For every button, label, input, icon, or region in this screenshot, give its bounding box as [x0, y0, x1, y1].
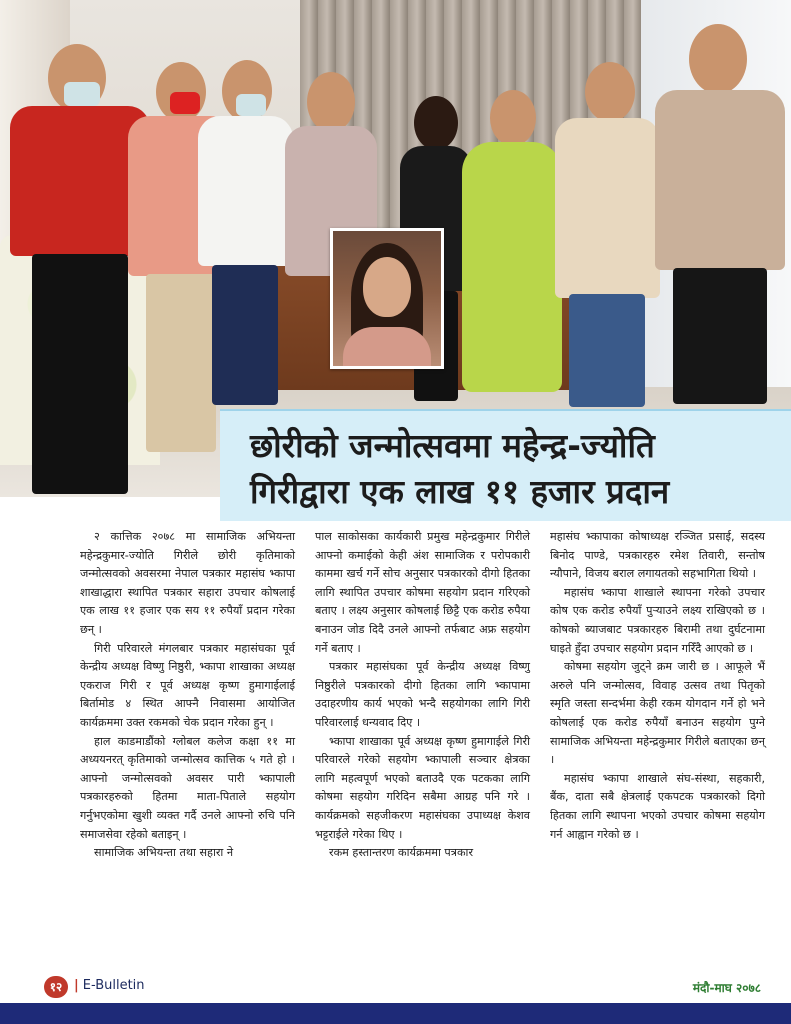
- person-woman-green: [462, 90, 562, 405]
- paragraph: पत्रकार महासंघका पूर्व केन्द्रीय अध्यक्ष विष्णु निष्ठुरीले पत्रकारको दीगो हितका लागि भ्कापामा उदाहरणीय कार्य भएको भन्दै सहयोगका लागि गिरी परिवारलाई धन्यवाद दिए ।: [315, 660, 530, 729]
- headline-line-2: गिरीद्वारा एक लाख ११ हजार प्रदान: [250, 472, 670, 511]
- publication-name: [74, 978, 145, 993]
- page-footer: [0, 975, 791, 1001]
- paragraph: गिरी परिवारले मंगलबार पत्रकार महासंघका पूर्व केन्द्रीय अध्यक्ष विष्णु निष्ठुरी, भ्कापा शाखाका अध्यक्ष एकराज गिरी र पूर्व अध्यक्ष कृष्ण हुमागाईलाई बिर्तामोड ४ स्थित आफ्नै निवासमा आयोजित कार्यक्रममा उक्त रकमको चेक प्रदान गरेका हुन् ।: [80, 641, 295, 729]
- headline-banner: [220, 409, 791, 521]
- paragraph: भ्कापा शाखाका पूर्व अध्यक्ष कृष्ण हुमागाईले गिरी परिवारले गरेको सहयोग भ्कापाली सञ्चार क्षेत्रका लागि महत्वपूर्ण भएको बताउदै एक पटकका लागि कोषमा सहयोग गरिदिन सबैमा आग्रह पनि गरे । कार्यक्रमको सहजीकरण महासंघका उपाध्यक्ष केशव भट्टराईले गरेका थिए ।: [315, 734, 530, 841]
- person-beige-shirt: [555, 62, 660, 407]
- person-checked-shirt: [655, 24, 785, 404]
- bottom-strip: [0, 1003, 791, 1024]
- paragraph: महासंघ भ्कापाका कोषाध्यक्ष रञ्जित प्रसाई, सदस्य बिनोद पाण्डे, पत्रकारहरु रमेश तिवारी, सन्तोष न्यौपाने, विजय बराल लगायतको सहभागिता थियो ।: [550, 530, 765, 581]
- person-white-shirt: [198, 60, 293, 405]
- inset-portrait: [330, 228, 444, 369]
- paragraph: महासंघ भ्कापा शाखाले संघ-संस्था, सहकारी, बैंक, दाता सबै क्षेत्रलाई एकपटक पत्रकारको दिगो हितका लागि स्थापना भएको उपचार कोषमा सहयोग गर्न आह्वान गरेको छ ।: [550, 771, 765, 841]
- paragraph: महासंघ भ्कापा शाखाले स्थापना गरेको उपचार कोष एक करोड रुपैयाँ पुऱ्याउने लक्ष्य राखिएको छ । कोषको ब्याजबाट पत्रकारहरु बिरामी तथा दुर्घटनामा घाइते हुँदा उपचार सहयोग प्रदान गरिँदै आएको छ ।: [550, 585, 765, 655]
- paragraph: हाल काडमाडौंको ग्लोबल कलेज कक्षा ११ मा अध्ययनरत् कृतिमाको जन्मोत्सव कात्तिक ५ गते हो । आफ्नो जन्मोत्सवको अवसर पारी भ्कापाली पत्रकारहरुको हितमा माता-पिताले सहयोग गर्नुभएकोमा खुशी व्यक्त गर्दै उनले आफ्नो रुचि पनि समाजसेवा रहेको बताइन् ।: [80, 734, 295, 841]
- column-3: [550, 528, 765, 968]
- article-body: [80, 528, 765, 968]
- headline-line-1: छोरीको जन्मोत्सवमा महेन्द्र-ज्योति: [250, 426, 655, 465]
- paragraph: सामाजिक अभियन्ता तथा सहारा ने: [94, 846, 234, 860]
- column-1: [80, 528, 295, 968]
- separator: |: [74, 978, 79, 993]
- paragraph: २ कात्तिक २०७८ मा सामाजिक अभियन्ता महेन्द्रकुमार-ज्योति गिरीले छोरी कृतिमाको जन्मोत्सवको अवसरमा नेपाल पत्रकार महासंघ भ्कापा शाखाद्धारा स्थापित पत्रकार सहारा उपचार कोषलाई एक लाख ११ हजार एक सय ११ रुपैयाँ प्रदान गरेका छन् ।: [80, 530, 295, 636]
- paragraph: पाल साकोसका कार्यकारी प्रमुख महेन्द्रकुमार गिरीले आफ्नो कमाईको केही अंश सामाजिक र परोपकारी काममा खर्च गर्ने सोच अनुसार पत्रकारको दीगो हितका लागि स्थापित उपचार कोषमा सहयोग प्रदान गरिएको बताए । लक्ष्य अनुसार कोषलाई छिट्टै एक करोड रुपैया बनाउन जोड दिदै उनले आफ्नो तर्फबाट अफ्र सहयोग गर्ने बताए ।: [315, 530, 530, 655]
- publication-label: E-Bulletin: [82, 978, 145, 993]
- paragraph: कोषमा सहयोग जुट्ने क्रम जारी छ । आफूले भैं अरुले पनि जन्मोत्सव, विवाह उत्सव तथा पितृको स्मृति जस्ता सन्दर्भमा केही रकम योगदान गर्ने हो भने कोषलाई एक करोड रुपैयाँ बनाउन सहयोग पुग्ने सामाजिक अभियन्ता महेन्द्रकुमार गिरीले बताएका छन् ।: [550, 660, 765, 767]
- page-number: १२: [44, 976, 68, 998]
- paragraph: रकम हस्तान्तरण कार्यक्रममा पत्रकार: [329, 846, 474, 860]
- column-2: [315, 528, 530, 968]
- article-headline: [220, 411, 791, 515]
- issue-date: मंदौ-माघ २०७८: [692, 981, 761, 995]
